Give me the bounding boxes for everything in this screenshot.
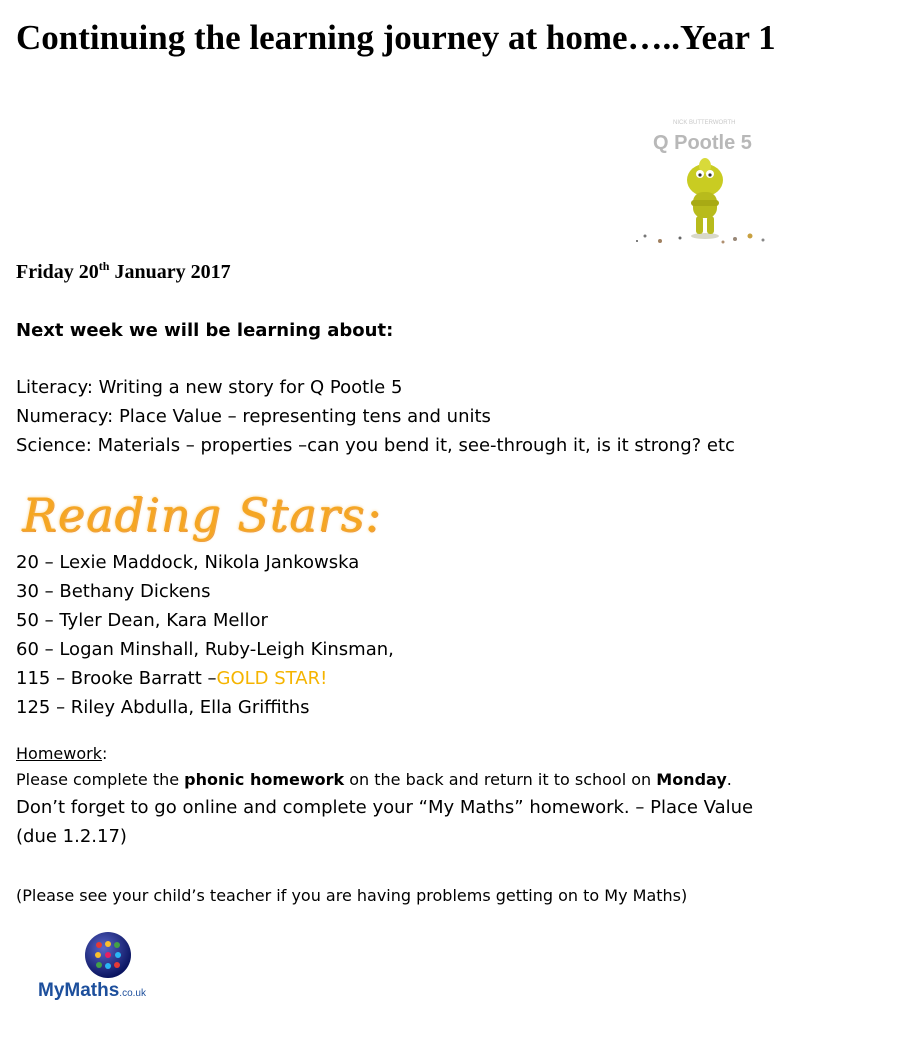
book-title: Q Pootle 5	[653, 132, 752, 154]
homework-due-date: (due 1.2.17)	[16, 826, 127, 847]
homework-phonics-line: Please complete the phonic homework on the back and return it to school on Monday.	[16, 770, 732, 789]
subject-literacy: Literacy: Writing a new story for Q Pootle 5	[16, 377, 403, 398]
mymaths-wordmark: MyMaths.co.uk	[38, 980, 146, 1001]
list-item: 125 – Riley Abdulla, Ella Griffiths	[16, 697, 310, 718]
homework-mymaths-line: Don’t forget to go online and complete your “My Maths” homework. – Place Value	[16, 797, 754, 818]
subject-numeracy: Numeracy: Place Value – representing tens and units	[16, 406, 491, 427]
mymaths-help-note: (Please see your child’s teacher if you are having problems getting on to My Maths)	[16, 886, 688, 905]
homework-section: Homework: Please complete the phonic homework on the back and return it to school on Monday. Don’t forget to go online and complete your “My Maths” homework. – Place Value (due 1.2.17)	[16, 741, 753, 851]
mymaths-ball-icon	[82, 930, 142, 980]
homework-heading: Homework	[16, 744, 102, 763]
list-item: 20 – Lexie Maddock, Nikola Jankowska	[16, 552, 360, 573]
next-week-heading: Next week we will be learning about:	[16, 320, 394, 341]
gold-star-label: GOLD STAR!	[216, 668, 328, 689]
alien-character-icon	[625, 108, 775, 253]
subject-science: Science: Materials – properties –can you bend it, see-through it, is it strong? etc	[16, 435, 735, 456]
book-author: NICK BUTTERWORTH	[673, 120, 736, 126]
reading-stars-list	[16, 548, 394, 722]
newsletter-date: Friday 20th January 2017	[16, 259, 231, 283]
list-item: 115 – Brooke Barratt –GOLD STAR!	[16, 668, 328, 689]
reading-stars-heading: Reading Stars:	[22, 488, 382, 542]
subjects-list	[16, 373, 735, 460]
list-item: 30 – Bethany Dickens	[16, 581, 211, 602]
list-item: 50 – Tyler Dean, Kara Mellor	[16, 610, 268, 631]
page-title: Continuing the learning journey at home…..Year 1	[16, 18, 776, 57]
q-pootle-book-image	[625, 108, 775, 253]
mymaths-logo	[36, 930, 186, 1010]
list-item: 60 – Logan Minshall, Ruby-Leigh Kinsman,	[16, 639, 394, 660]
